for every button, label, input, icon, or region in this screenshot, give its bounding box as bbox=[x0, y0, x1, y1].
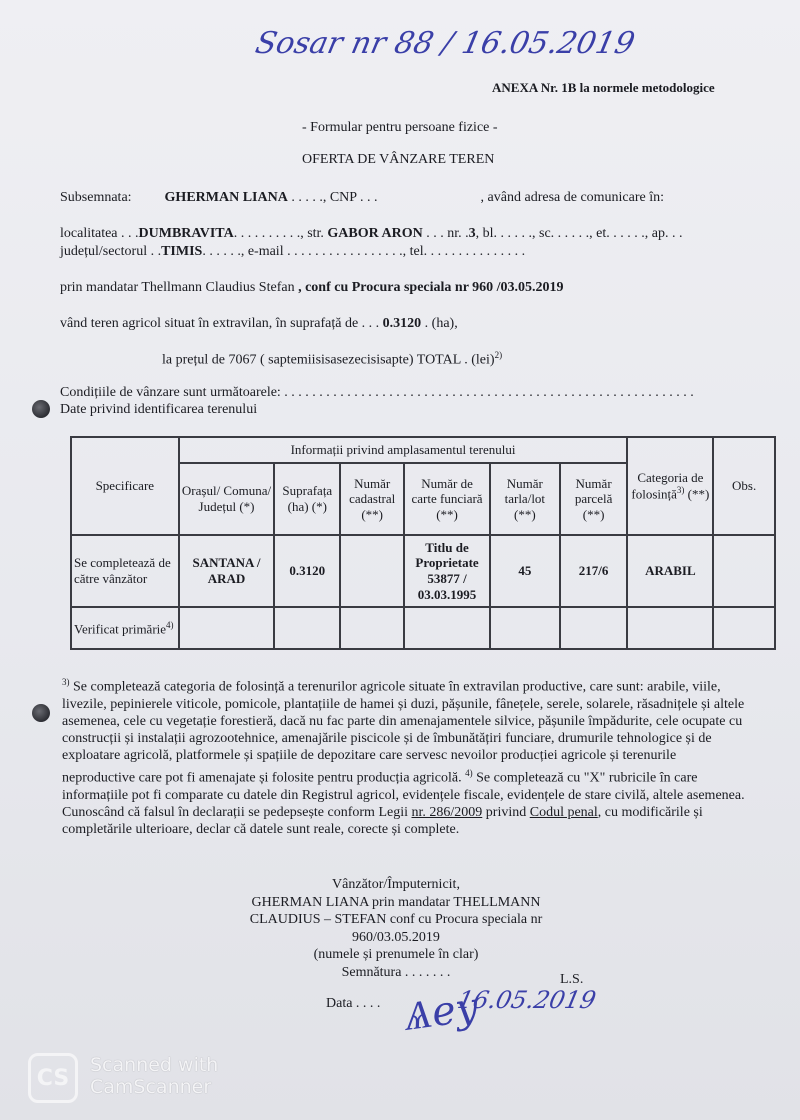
cell-categoria: ARABIL bbox=[627, 535, 713, 607]
document-title: OFERTA DE VÂNZARE TEREN bbox=[302, 152, 495, 167]
group-header: Informații privind amplasamentul terenului bbox=[179, 437, 628, 463]
empty-cell bbox=[404, 607, 490, 649]
nr-label: . . . nr. . bbox=[426, 226, 469, 241]
handwritten-signature: Ѧey bbox=[401, 984, 482, 1040]
footnote-4-text: Se completează cu "X" rubricile în care informațiile pot fi comparate cu datele din Registrul agricol, evidențele fiscale, evidențele de stare civilă, altele asemenea. Cunoscând că falsul în declarații se pedepsește conform Legii bbox=[62, 770, 745, 820]
locality-value: DUMBRAVITA bbox=[138, 226, 234, 241]
signature-block bbox=[226, 876, 566, 981]
row2-footnote-ref: 4) bbox=[166, 619, 174, 630]
watermark-line-1: Scanned with bbox=[90, 1054, 219, 1076]
cell-cadastral bbox=[340, 535, 404, 607]
footnote-text bbox=[62, 674, 752, 838]
seller-name: GHERMAN LIANA bbox=[164, 190, 288, 205]
cell-suprafata: 0.3120 bbox=[274, 535, 340, 607]
nr-value: 3 bbox=[468, 226, 476, 241]
county-label: județul/sectorul . . bbox=[60, 244, 162, 259]
signer-role: Vânzător/Împuternicit, bbox=[332, 877, 460, 892]
col-carte: Număr de carte funciară (**) bbox=[404, 463, 490, 535]
col-oras: Orașul/ Comuna/ Județul (*) bbox=[179, 463, 275, 535]
mandate-text: prin mandatar Thellmann Claudius Stefan bbox=[60, 280, 295, 295]
footnote-3-text: Se completează categoria de folosință a terenurilor agricole situate în extravilan productive, care sunt: arabile, viile, livezile, pepinierele viticole, pomicole, plantațiile de hamei și duzi, pășunile, fânețele, serele, solarele, răsadnițele și altele asemenea, cele cu vegetație forestieră, dacă nu fac parte din amenajamentele silvice, pășunile împădurite, cele ocupate cu construcții și instalații agrozootehnice, amenajările piscicole și de îmbunătățiri funciare, drumurile tehnologice și de exploatare agricolă, platformele și spațiile de depozitare care servesc nevoilor producției agricole și terenurile neproductive care pot fi amenajate și folosite pentru producția agricolă. bbox=[62, 679, 745, 786]
handwritten-registration: Sosar nr 88 / 16.05.2019 bbox=[252, 26, 638, 61]
cell-parcela: 217/6 bbox=[560, 535, 628, 607]
col-parcela: Număr parcelă (**) bbox=[560, 463, 628, 535]
col-obs: Obs. bbox=[713, 437, 775, 535]
county-value: TIMIS bbox=[161, 244, 203, 259]
col-suprafata: Suprafața (ha) (*) bbox=[274, 463, 340, 535]
col-categoria-tail: (**) bbox=[687, 486, 710, 502]
land-table bbox=[70, 436, 776, 650]
annex-label: ANEXA Nr. 1B la normele metodologice bbox=[492, 80, 715, 95]
footnote-4-text-mid: privind bbox=[482, 804, 530, 820]
table-row bbox=[71, 607, 775, 649]
sale-area-line bbox=[60, 316, 458, 332]
col-cadastral: Număr cadastral (**) bbox=[340, 463, 404, 535]
conditions-line: Condițiile de vânzare sunt următoarele: . . . . . . . . . . . . . . . . . . . . . . . . . . . . . . . . . . . . . . . . . . . . . . . . . . . . . . . . . . . bbox=[60, 385, 694, 400]
signer-line-2: CLAUDIUS – STEFAN conf cu Procura speciala nr bbox=[249, 912, 543, 927]
price-line bbox=[162, 350, 502, 369]
sale-text: vând teren agricol situat în extravilan, în suprafață de . . . bbox=[60, 316, 380, 331]
procura-text: , conf cu Procura speciala nr 960 /03.05.2019 bbox=[298, 280, 564, 295]
camscanner-watermark bbox=[90, 1054, 218, 1098]
ls-label: L.S. bbox=[560, 972, 584, 987]
signer-line-3: 960/03.05.2019 bbox=[352, 929, 440, 945]
county-line bbox=[60, 244, 525, 260]
footnote-4-ref: 4) bbox=[465, 767, 473, 778]
empty-cell bbox=[340, 607, 404, 649]
handwritten-date: 16.05.2019 bbox=[455, 986, 599, 1014]
cell-oras: SANTANA / ARAD bbox=[179, 535, 275, 607]
col-specificare: Specificare bbox=[71, 437, 179, 535]
col-categoria bbox=[627, 437, 713, 535]
footnote-3-ref: 3) bbox=[62, 677, 70, 687]
sale-area: 0.3120 bbox=[382, 316, 422, 331]
penal-code-reference: Codul penal bbox=[529, 804, 598, 820]
col-categoria-text: Categoria de folosință bbox=[631, 469, 704, 502]
empty-cell bbox=[560, 607, 628, 649]
date-label: Data . . . . bbox=[326, 996, 381, 1011]
subsemnata-label: Subsemnata: bbox=[60, 190, 132, 205]
empty-cell bbox=[274, 607, 340, 649]
street-value: GABOR ARON bbox=[327, 226, 423, 241]
form-type: - Formular pentru persoane fizice - bbox=[302, 120, 498, 135]
watermark-line-2: CamScanner bbox=[90, 1076, 212, 1098]
address-line bbox=[60, 226, 682, 242]
empty-cell bbox=[627, 607, 713, 649]
empty-cell bbox=[490, 607, 560, 649]
cell-carte: Titlu de Proprietate 53877 / 03.03.1995 bbox=[404, 535, 490, 607]
contact-label: . . . . . ., e-mail . . . . . . . . . . . . . . . . ., tel. . . . . . . . . . . . . . . bbox=[202, 244, 526, 259]
identification-heading: Date privind identificarea terenului bbox=[60, 402, 258, 417]
building-label: , bl. . . . . ., sc. . . . . ., et. . . . . ., ap. . . bbox=[475, 226, 683, 241]
law-reference: nr. 286/2009 bbox=[411, 804, 483, 820]
signer-line-1: GHERMAN LIANA prin mandatar THELLMANN bbox=[251, 894, 541, 910]
footnote-4-text-end: , cu modificările și completările ulterioare, declar că datele sunt reale, corecte și complete. bbox=[62, 804, 703, 837]
cell-tarla: 45 bbox=[490, 535, 560, 607]
punch-hole bbox=[32, 400, 50, 418]
empty-cell bbox=[713, 607, 775, 649]
table-row bbox=[71, 535, 775, 607]
punch-hole bbox=[32, 704, 50, 722]
camscanner-logo-icon: CS bbox=[28, 1053, 78, 1103]
col-categoria-ref: 3) bbox=[676, 485, 685, 496]
row-label-verificat bbox=[71, 607, 179, 649]
row2-label-text: Verificat primărie bbox=[74, 620, 167, 636]
price-footnote-ref: 2) bbox=[494, 350, 503, 360]
row-label: Se completează de către vânzător bbox=[71, 535, 179, 607]
address-label: , având adresa de comunicare în: bbox=[480, 190, 665, 205]
col-tarla: Număr tarla/lot (**) bbox=[490, 463, 560, 535]
cnp-label: . . . . ., CNP . . . bbox=[291, 190, 378, 205]
street-label: . . . . . . . . . ., str. bbox=[233, 226, 324, 241]
cell-obs bbox=[713, 535, 775, 607]
locality-label: localitatea . . . bbox=[60, 226, 139, 241]
seller-line bbox=[60, 190, 664, 206]
price-text: la prețul de 7067 ( saptemiisisasezecisisapte) TOTAL . (lei) bbox=[162, 352, 495, 368]
signer-line-4: (numele și prenumele în clar) bbox=[313, 947, 479, 962]
sale-unit: . (ha), bbox=[424, 316, 458, 331]
signature-label: Semnătura . . . . . . . bbox=[341, 964, 451, 980]
empty-cell bbox=[179, 607, 275, 649]
mandate-line bbox=[60, 280, 564, 296]
